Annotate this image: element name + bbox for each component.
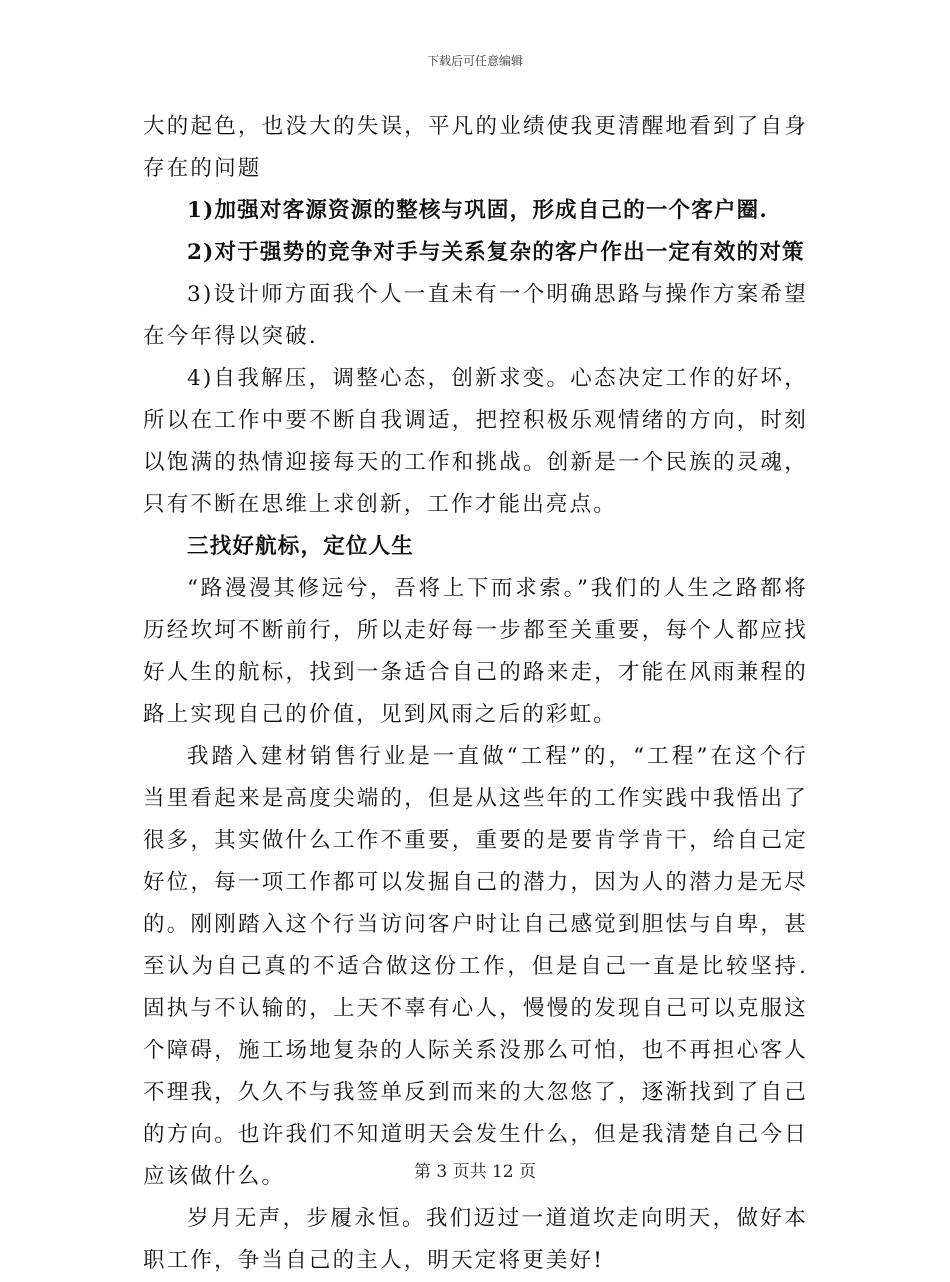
list-item-3: 3)设计师方面我个人一直未有一个明确思路与操作方案希望在今年得以突破. [143,282,808,349]
list-item-2: 2)对于强势的竞争对手与关系复杂的客户作出一定有效的对策 [187,240,805,265]
paragraph-quote: “路漫漫其修远兮，吾将上下而求索。”我们的人生之路都将历经坎坷不断前行，所以走好每一步都至关重要，每个人都应找好人生的航标，找到一条适合自己的路来走，才能在风雨兼程的路上实现自己的价值，见到风雨之后的彩虹。 [143,576,808,727]
list-item-1: 1)加强对客源资源的整核与巩固，形成自己的一个客户圈. [187,198,769,223]
paragraph-experience: 我踏入建材销售行业是一直做“工程”的，“工程”在这个行当里看起来是高度尖端的，但是从这些年的工作实践中我悟出了很多，其实做什么工作不重要，重要的是要肯学肯干，给自己定好位，每一项工作都可以发掘自己的潜力，因为人的潜力是无尽的。刚刚踏入这个行当访问客户时让自己感觉到胆怯与自卑，甚至认为自己真的不适合做这份工作，但是自己一直是比较坚持.固执与不认输的，上天不辜有心人，慢慢的发现自己可以克服这个障碍，施工场地复杂的人际关系没那么可怕，也不再担心客人不理我，久久不与我签单反到而来的大忽悠了，逐渐找到了自己的方向。也许我们不知道明天会发生什么，但是我清楚自己今日应该做什么。 [143,744,808,1189]
section-heading: 三找好航标，定位人生 [187,534,415,559]
document-body [143,106,808,1282]
paragraph-closing: 岁月无声，步履永恒。我们迈过一道道坎走向明天，做好本职工作，争当自己的主人，明天定将更美好! [143,1206,808,1273]
page-header: 下载后可任意编辑 [426,54,523,68]
page-number: 第 3 页共 12 页 [413,1162,537,1182]
list-item-4: 4)自我解压，调整心态，创新求变。心态决定工作的好坏，所以在工作中要不断自我调适，把控积极乐观情绪的方向，时刻以饱满的热情迎接每天的工作和挑战。创新是一个民族的灵魂，只有不断在思维上求创新，工作才能出亮点。 [143,366,808,517]
paragraph-intro: 大的起色，也没大的失误，平凡的业绩使我更清醒地看到了自身存在的问题 [143,114,808,181]
